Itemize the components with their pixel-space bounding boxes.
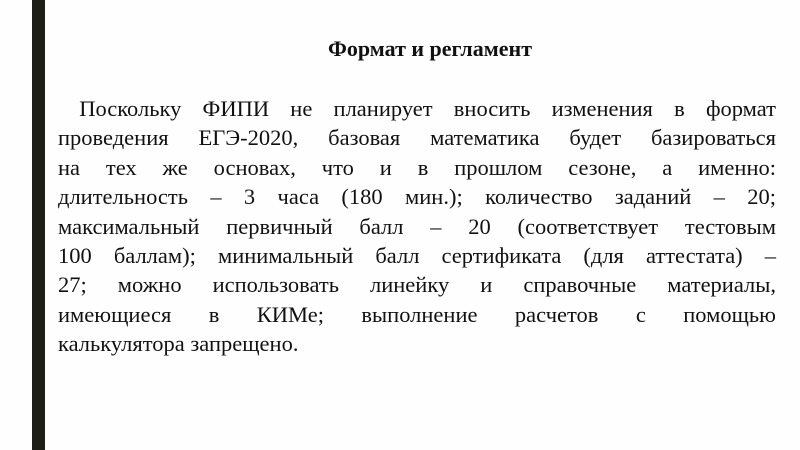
body-line: Поскольку ФИПИ не планирует вносить изменения в формат	[58, 96, 776, 121]
body-line: 100 баллам); минимальный балл сертификата (для аттестата) –	[58, 242, 776, 268]
body-line: на тех же основах, что и в прошлом сезоне, а именно:	[58, 154, 776, 180]
body-line: калькулятора запрещено.	[58, 331, 299, 357]
body-line: проведения ЕГЭ-2020, базовая математика будет базироваться	[58, 125, 776, 151]
body-line: имеющиеся в КИМе; выполнение расчетов с помощью	[58, 301, 776, 327]
slide-title: Формат и регламент	[328, 36, 532, 61]
slide-body	[58, 94, 776, 359]
body-line: длительность – 3 часа (180 мин.); количество заданий – 20;	[58, 184, 776, 210]
accent-bar	[32, 0, 45, 450]
body-line: 27; можно использовать линейку и справочные материалы,	[58, 272, 776, 298]
body-line: максимальный первичный балл – 20 (соответствует тестовым	[58, 213, 776, 239]
